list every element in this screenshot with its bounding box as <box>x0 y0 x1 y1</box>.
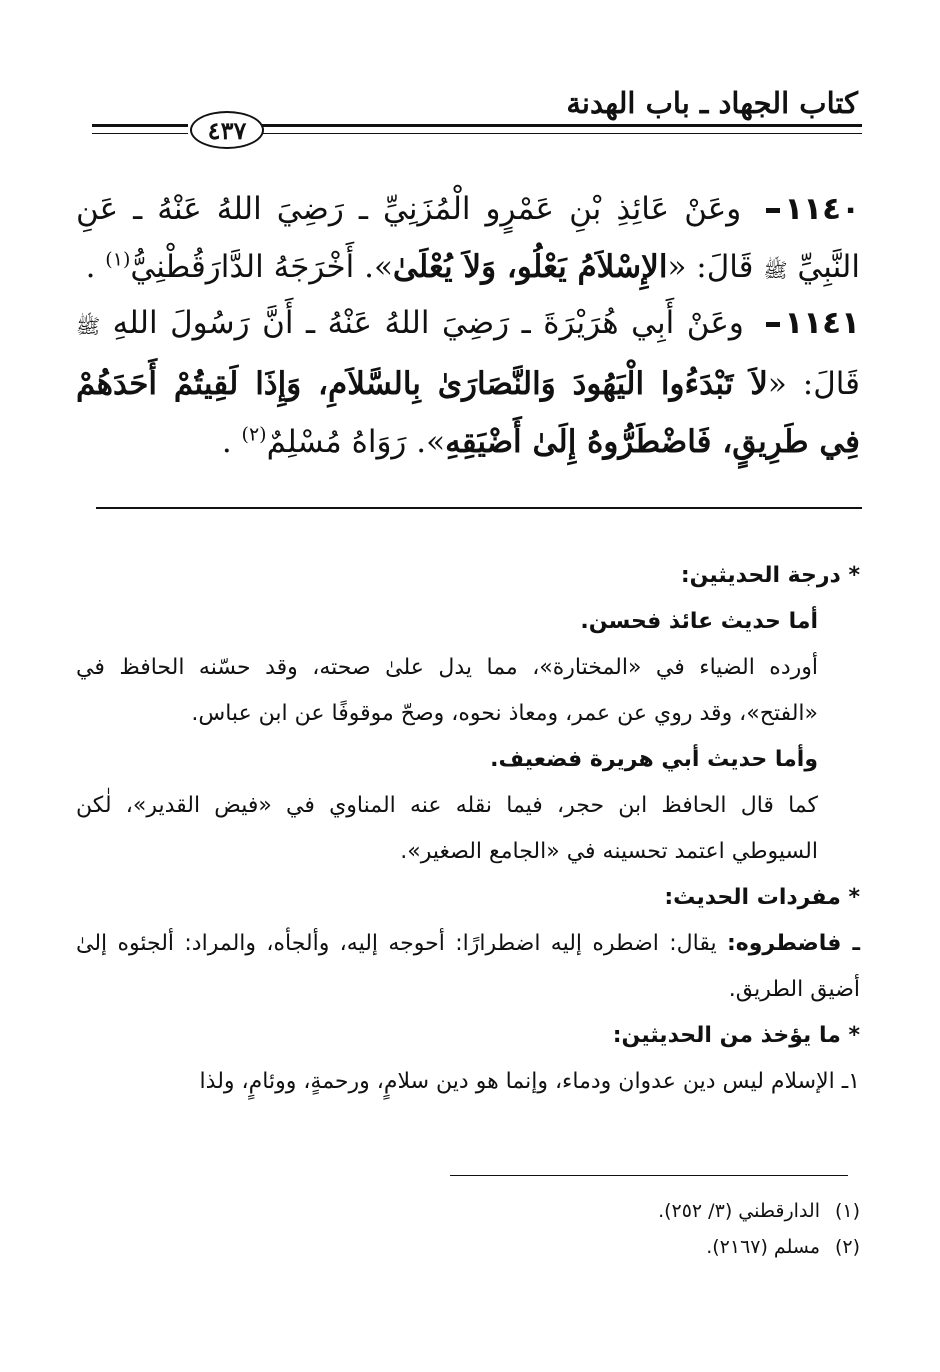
footnote-item <box>76 1229 860 1265</box>
vocab-definition: يقال: اضطره إليه اضطرارًا: أحوجه إليه، وألجأه، والمراد: ألجئوه إلىٰ أضيق الطريق. <box>76 931 860 1002</box>
hadith-matn: لاَ تَبْدَءُوا الْيَهُودَ وَالنَّصَارَىٰ بِالسَّلاَمِ، وَإِذَا لَقِيتُمْ أَحَدَهُمْ فِي طَرِيقٍ، فَاضْطَرُّوهُ إِلَىٰ أَضْيَقِهِ <box>76 366 860 460</box>
hadith-isnad: وعَنْ أَبِي هُرَيْرَةَ ـ رَضِيَ اللهُ عَنْهُ ـ أَنَّ رَسُولَ اللهِ <box>100 305 744 341</box>
footnote-number: (٢) <box>834 1236 860 1258</box>
salla-glyph: ﷺ <box>76 314 101 338</box>
hadith-takhrij: ». رَوَاهُ مُسْلِمٌ <box>266 424 446 460</box>
hadith-number: ١١٤٠ <box>784 191 860 227</box>
hadith-1140 <box>76 180 860 299</box>
hadith-qala: قَالَ: « <box>667 249 764 285</box>
hadith-takhrij: ». أَخْرَجَهُ الدَّارَقُطْنِيُّ <box>130 249 393 285</box>
footnote-rule <box>450 1175 848 1176</box>
hadith-dash <box>766 208 780 213</box>
hadith-qala: قَالَ: « <box>767 366 860 402</box>
vocab-term: ـ فاضطروه: <box>726 931 860 956</box>
hadith-end: . <box>85 249 96 285</box>
footnote-text: الدارقطني (٣/ ٢٥٢). <box>658 1200 820 1222</box>
page-number: ٤٣٧ <box>190 111 264 149</box>
footnote-item <box>76 1193 860 1229</box>
hadith-dash <box>766 322 780 327</box>
aidh-ruling: أما حديث عائذ فحسن. <box>580 609 818 634</box>
vocab-heading: * مفردات الحديث: <box>664 885 860 910</box>
salla-glyph: ﷺ <box>763 258 788 282</box>
hadith-end: . <box>221 424 232 460</box>
footnote-marker[interactable]: (١) <box>105 248 131 271</box>
footnote-text: مسلم (٢١٦٧). <box>706 1236 820 1258</box>
footnote-number: (١) <box>834 1200 860 1222</box>
footnote-marker[interactable]: (٢) <box>241 423 267 446</box>
hadith-number: ١١٤١ <box>784 305 860 341</box>
hadith-isnad: وعَنْ عَائِذِ بْنِ عَمْرٍو الْمُزَنِيِّ ـ رَضِيَ اللهُ عَنْهُ ـ عَنِ النَّبِيِّ <box>76 191 860 285</box>
abuhurayra-paragraph: كما قال الحافظ ابن حجر، فيما نقله عنه المناوي في «فيض القدير»، لٰكن السيوطي اعتمد تحسينه في «الجامع الصغير». <box>76 793 818 864</box>
commentary <box>76 553 860 1105</box>
lessons-heading: * ما يؤخذ من الحديثين: <box>612 1023 860 1048</box>
footnotes <box>76 1193 860 1265</box>
section-separator <box>96 507 862 509</box>
hadith-1141 <box>76 294 860 471</box>
vocab-entry <box>76 921 860 1013</box>
hadith-matn: الإِسْلاَمُ يَعْلُو، وَلاَ يُعْلَىٰ <box>392 249 668 285</box>
degree-heading: * درجة الحديثين: <box>680 563 860 588</box>
aidh-paragraph: أورده الضياء في «المختارة»، مما يدل علىٰ صحته، وقد حسّنه الحافظ في «الفتح»، وقد روي عن عمر، ومعاذ نحوه، وصحّ موقوفًا عن ابن عباس. <box>76 655 818 726</box>
header-rule-left <box>92 124 188 134</box>
header-rule-right <box>262 124 862 134</box>
running-title: كتاب الجهاد ـ باب الهدنة <box>566 86 858 120</box>
abuhurayra-ruling: وأما حديث أبي هريرة فضعيف. <box>490 747 818 772</box>
lesson-item: ١ـ الإسلام ليس دين عدوان ودماء، وإنما هو دين سلامٍ، ورحمةٍ، ووئامٍ، ولذا <box>199 1069 860 1094</box>
